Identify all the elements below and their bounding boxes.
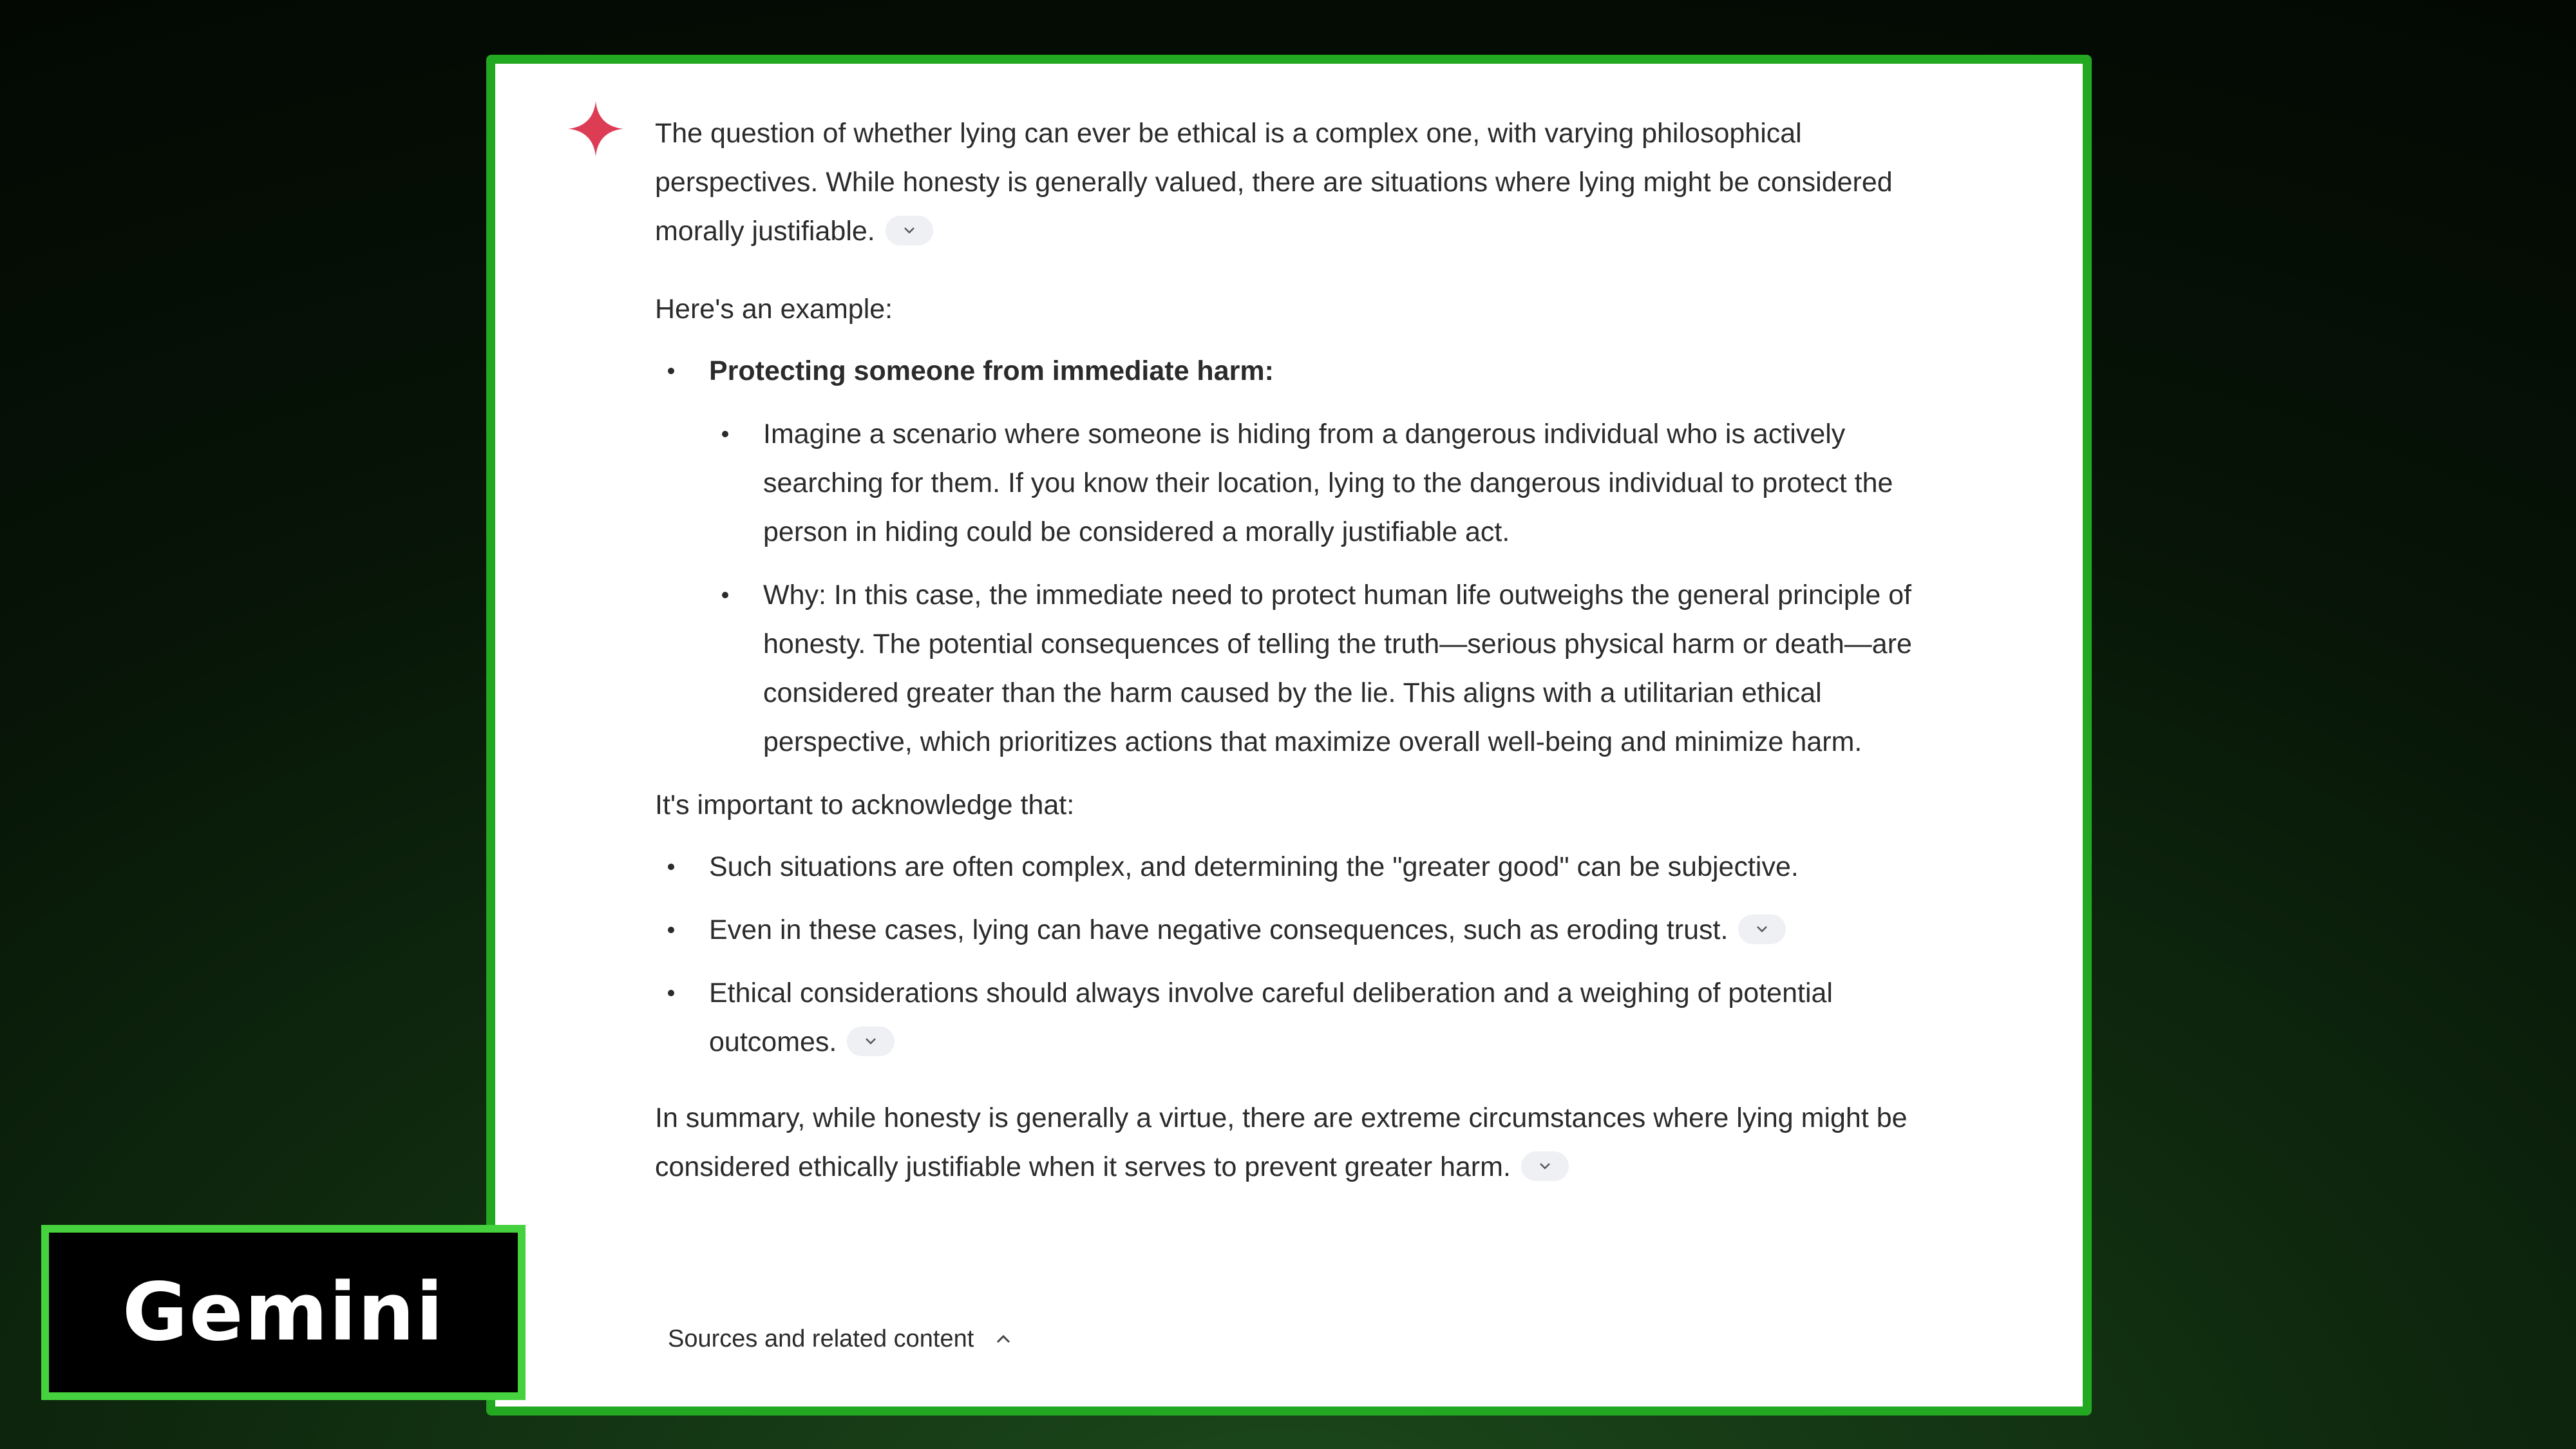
expand-source-chip[interactable]	[886, 216, 933, 245]
intro-paragraph	[655, 109, 1943, 256]
acknowledge-point-text: Ethical considerations should always involve careful deliberation and a weighing of potential outcomes.	[709, 978, 1833, 1057]
example-point-text: Imagine a scenario where someone is hiding from a dangerous individual who is actively searching for them. If you know their location, lying to the dangerous individual to protect the person in hiding could be considered a morally justifiable act.	[763, 419, 1893, 547]
example-list	[655, 346, 1943, 766]
example-heading: Here's an example:	[655, 294, 893, 325]
gemini-spark-icon	[568, 101, 623, 156]
list-item	[655, 842, 1943, 891]
list-item	[709, 410, 1943, 556]
gemini-badge	[41, 1225, 526, 1400]
intro-text: The question of whether lying can ever be ethical is a complex one, with varying philosophical perspectives. While honesty is generally valued, there are situations where lying might be considered morally justifiable.	[655, 118, 1893, 247]
sources-toggle[interactable]	[668, 1320, 1012, 1358]
acknowledge-heading: It's important to acknowledge that:	[655, 790, 1075, 820]
acknowledge-point-text: Even in these cases, lying can have negative consequences, such as eroding trust.	[709, 914, 1728, 945]
chevron-down-icon	[1756, 924, 1768, 934]
sources-label: Sources and related content	[668, 1325, 974, 1352]
response-card-frame	[486, 55, 2092, 1416]
acknowledge-point-text: Such situations are often complex, and determining the "greater good" can be subjective.	[709, 851, 1799, 882]
summary-text: In summary, while honesty is generally a virtue, there are extreme circumstances where lying might be considered ethically justifiable when it serves to prevent greater harm.	[655, 1103, 1908, 1182]
list-item	[655, 905, 1943, 954]
chevron-down-icon	[864, 1036, 877, 1046]
list-item	[709, 571, 1943, 766]
chevron-up-icon	[994, 1333, 1012, 1345]
example-sub-list	[709, 410, 1943, 766]
badge-label: Gemini	[122, 1266, 445, 1359]
list-item	[655, 346, 1943, 766]
list-item	[655, 969, 1943, 1066]
expand-source-chip[interactable]	[1521, 1151, 1569, 1181]
summary-paragraph	[655, 1094, 1943, 1191]
acknowledge-list	[655, 842, 1943, 1066]
response-card	[495, 64, 2083, 1406]
expand-source-chip[interactable]	[847, 1027, 895, 1056]
chevron-down-icon	[903, 225, 916, 236]
chevron-down-icon	[1539, 1161, 1551, 1171]
expand-source-chip[interactable]	[1738, 914, 1786, 944]
example-title: Protecting someone from immediate harm:	[709, 355, 1274, 386]
response-content	[655, 109, 1943, 1191]
example-point-text: Why: In this case, the immediate need to protect human life outweighs the general principle of honesty. The potential consequences of telling the truth—serious physical harm or death—are considered greater than the harm caused by the lie. This aligns with a utilitarian ethical perspective, which prioritizes actions that maximize overall well-being and minimize harm.	[763, 580, 1912, 757]
